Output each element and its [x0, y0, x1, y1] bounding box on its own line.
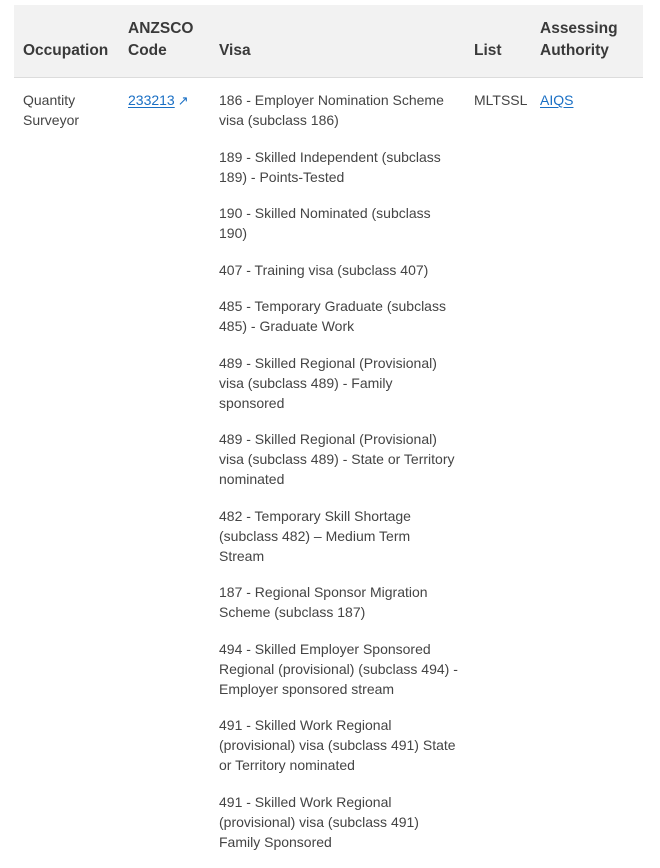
table-header	[14, 5, 643, 78]
assessing-authority-link[interactable]: AIQS	[540, 92, 573, 108]
header-occupation: Occupation	[14, 5, 119, 78]
visa-list-item: 482 - Temporary Skill Shortage (subclass 482) – Medium Term Stream	[219, 506, 459, 566]
table-row	[14, 78, 643, 868]
header-row	[14, 5, 643, 78]
visa-list-item: 186 - Employer Nomination Scheme visa (subclass 186)	[219, 90, 459, 130]
cell-assessing-authority	[531, 78, 643, 868]
header-anzsco-code: ANZSCO Code	[119, 5, 210, 78]
cell-anzsco-code	[119, 78, 210, 868]
visa-list-item: 494 - Skilled Employer Sponsored Regional (provisional) (subclass 494) - Employer sponsored stream	[219, 639, 459, 699]
header-visa: Visa	[210, 5, 465, 78]
cell-visa	[210, 78, 465, 868]
visa-list-item: 189 - Skilled Independent (subclass 189) - Points-Tested	[219, 147, 459, 187]
header-list: List	[465, 5, 531, 78]
visa-list-item: 485 - Temporary Graduate (subclass 485) - Graduate Work	[219, 296, 459, 336]
cell-occupation: Quantity Surveyor	[14, 78, 119, 868]
anzsco-code-link[interactable]	[128, 92, 189, 108]
visa-list-item: 489 - Skilled Regional (Provisional) visa (subclass 489) - Family sponsored	[219, 353, 459, 413]
cell-list: MLTSSL	[465, 78, 531, 868]
visa-list-item: 407 - Training visa (subclass 407)	[219, 260, 459, 280]
occupation-table-container	[14, 5, 643, 868]
visa-list-item: 489 - Skilled Regional (Provisional) visa (subclass 489) - State or Territory nominated	[219, 429, 459, 489]
visa-list-item: 491 - Skilled Work Regional (provisional) visa (subclass 491) State or Territory nominated	[219, 715, 459, 775]
visa-list-item: 187 - Regional Sponsor Migration Scheme (subclass 187)	[219, 582, 459, 622]
external-link-arrow-icon: ↗	[178, 91, 189, 111]
header-assessing-authority: Assessing Authority	[531, 5, 643, 78]
table-body	[14, 78, 643, 868]
visa-list-item: 190 - Skilled Nominated (subclass 190)	[219, 203, 459, 243]
visa-list-item: 491 - Skilled Work Regional (provisional) visa (subclass 491) Family Sponsored	[219, 792, 459, 852]
visa-list	[219, 90, 457, 852]
anzsco-code-text: 233213	[128, 92, 175, 108]
occupation-table	[14, 5, 643, 868]
